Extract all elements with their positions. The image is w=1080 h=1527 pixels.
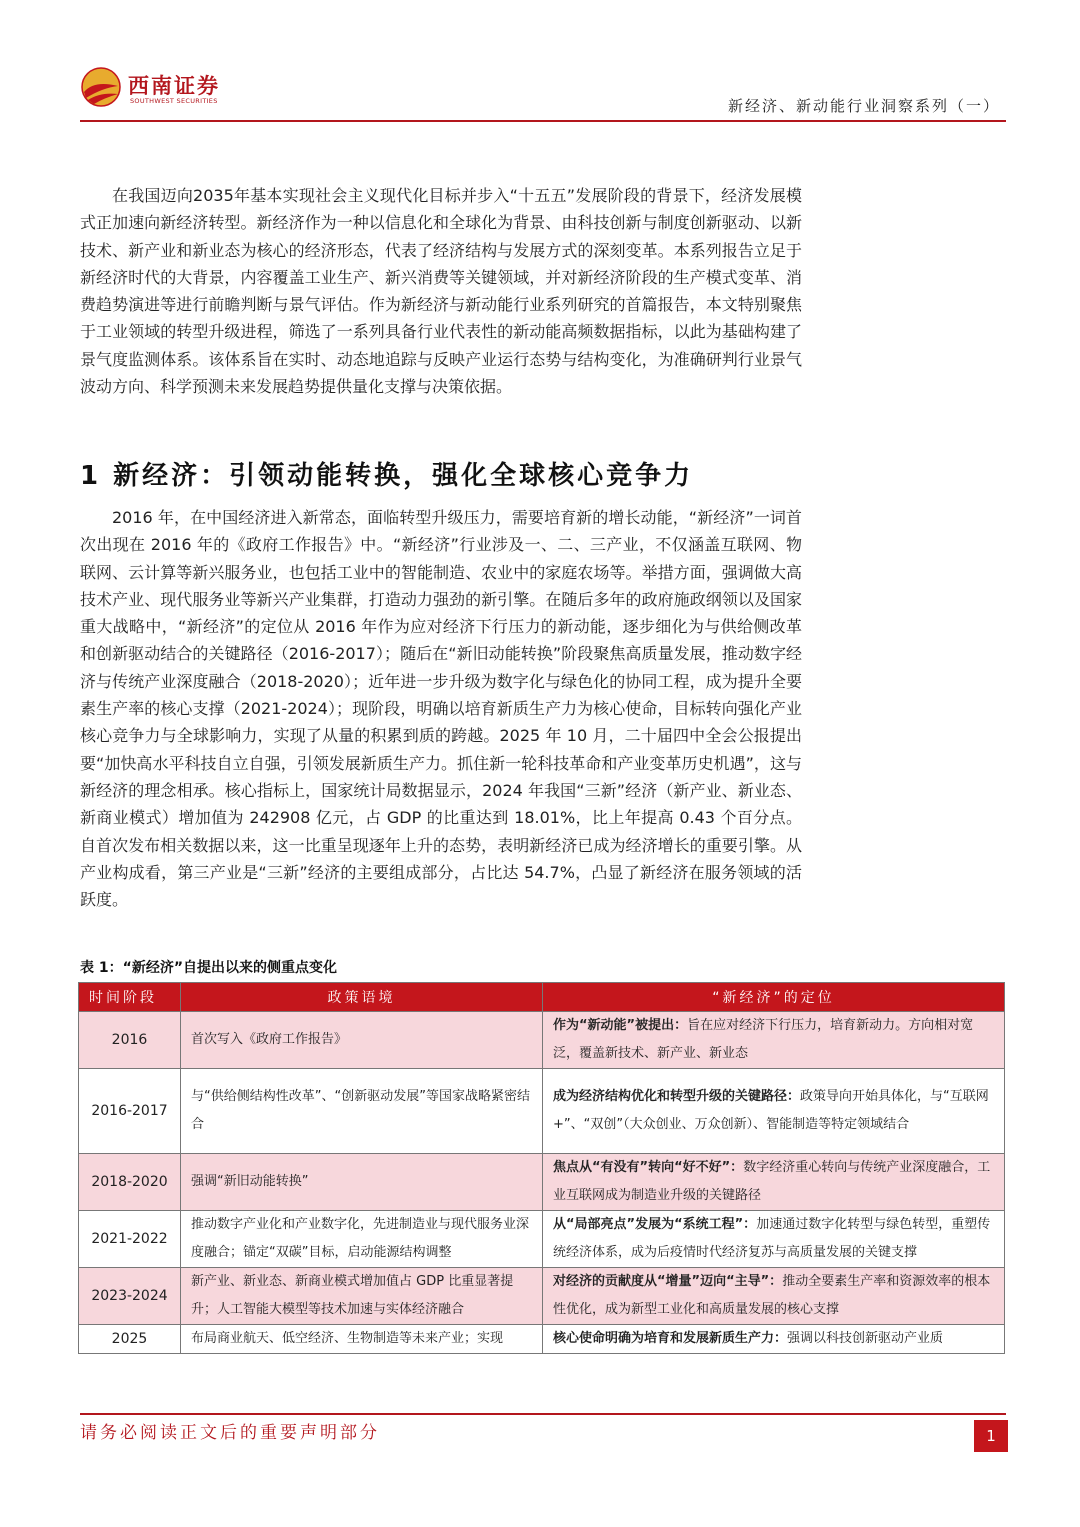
table-row: [79, 1268, 1005, 1325]
context-cell: 强调“新旧动能转换”: [181, 1154, 543, 1211]
positioning-detail: 加速通过数字化转型与绿色转型，重塑传统经济体系，成为后疫情时代经济复苏与高质量发展的关键支撑: [553, 1217, 991, 1260]
column-header-positioning: “新经济”的定位: [543, 983, 1005, 1012]
period-cell: 2021-2022: [79, 1211, 181, 1268]
logo-emblem-icon: [80, 66, 122, 108]
period-cell: 2018-2020: [79, 1154, 181, 1211]
positioning-cell: [543, 1268, 1005, 1325]
positioning-cell: [543, 1325, 1005, 1354]
context-cell: 新产业、新业态、新商业模式增加值占 GDP 比重显著提升；人工智能大模型等技术加速与实体经济融合: [181, 1268, 543, 1325]
table-row: [79, 1211, 1005, 1268]
footer-disclaimer: 请务必阅读正文后的重要声明部分: [80, 1423, 380, 1443]
period-cell: 2016-2017: [79, 1069, 181, 1154]
positioning-lead: 焦点从“有没有”转向“好不好”：: [553, 1160, 744, 1175]
column-header-period: 时间阶段: [79, 983, 181, 1012]
footer-divider: [80, 1413, 1006, 1415]
column-header-context: 政策语境: [181, 983, 543, 1012]
period-cell: 2023-2024: [79, 1268, 181, 1325]
positioning-lead: 对经济的贡献度从“增量”迈向“主导”：: [553, 1274, 783, 1289]
context-cell: 推动数字产业化和产业数字化，先进制造业与现代服务业深度融合；锚定“双碳”目标，启动能源结构调整: [181, 1211, 543, 1268]
positioning-lead: 作为“新动能”被提出：: [553, 1018, 688, 1033]
context-cell: 布局商业航天、低空经济、生物制造等未来产业；实现: [181, 1325, 543, 1354]
period-cell: 2025: [79, 1325, 181, 1354]
context-cell: 与“供给侧结构性改革”、“创新驱动发展”等国家战略紧密结合: [181, 1069, 543, 1154]
positioning-lead: 从“局部亮点”发展为“系统工程”：: [553, 1217, 757, 1232]
positioning-detail: 推动全要素生产率和资源效率的根本性优化，成为新型工业化和高质量发展的核心支撑: [553, 1274, 991, 1317]
table-row: [79, 1325, 1005, 1354]
context-cell: 首次写入《政府工作报告》: [181, 1012, 543, 1069]
table-header-row: [79, 983, 1005, 1012]
positioning-cell: [543, 1012, 1005, 1069]
logo-text-cn: 西南证券: [128, 73, 220, 98]
table-title: 表 1：“新经济”自提出以来的侧重点变化: [80, 960, 338, 976]
positioning-detail: 数字经济重心转向与传统产业深度融合，工业互联网成为制造业升级的关键路径: [553, 1160, 991, 1203]
policy-focus-table: [78, 982, 1005, 1354]
section-heading: 1 新经济：引领动能转换，强化全球核心竞争力: [80, 461, 694, 491]
table-row: [79, 1069, 1005, 1154]
positioning-cell: [543, 1154, 1005, 1211]
company-logo: [80, 66, 220, 110]
series-title: 新经济、新动能行业洞察系列（一）: [727, 97, 1000, 115]
header-divider: [80, 120, 1006, 122]
positioning-cell: [543, 1069, 1005, 1154]
positioning-cell: [543, 1211, 1005, 1268]
positioning-detail: 强调以科技创新驱动产业质: [787, 1331, 944, 1346]
positioning-lead: 成为经济结构优化和转型升级的关键路径：: [553, 1089, 801, 1104]
positioning-detail: 旨在应对经济下行压力，培育新动力。方向相对宽泛，覆盖新技术、新产业、新业态: [553, 1018, 974, 1061]
table-row: [79, 1154, 1005, 1211]
page-number: 1: [974, 1420, 1008, 1452]
intro-paragraph: 在我国迈向2035年基本实现社会主义现代化目标并步入“十五五”发展阶段的背景下，经济发展模式正加速向新经济转型。新经济作为一种以信息化和全球化为背景、由科技创新与制度创新驱动、以新技术、新产业和新业态为核心的经济形态，代表了经济结构与发展方式的深刻变革。本系列报告立足于新经济时代的大背景，内容覆盖工业生产、新兴消费等关键领域，并对新经济阶段的生产模式变革、消费趋势演进等进行前瞻判断与景气评估。作为新经济与新动能行业系列研究的首篇报告，本文特别聚焦于工业领域的转型升级进程，筛选了一系列具备行业代表性的新动能高频数据指标，以此为基础构建了景气度监测体系。该体系旨在实时、动态地追踪与反映产业运行态势与结构变化，为准确研判行业景气波动方向、科学预测未来发展趋势提供量化支撑与决策依据。: [80, 186, 802, 397]
positioning-detail: 政策导向开始具体化，与“互联网+”、“双创”（大众创业、万众创新）、智能制造等特定领域结合: [553, 1089, 989, 1132]
logo-text-en: SOUTHWEST SECURITIES: [130, 97, 218, 105]
positioning-lead: 核心使命明确为培育和发展新质生产力：: [553, 1331, 788, 1346]
table-row: [79, 1012, 1005, 1069]
section-paragraph: 2016 年，在中国经济进入新常态，面临转型升级压力，需要培育新的增长动能，“新经济”一词首次出现在 2016 年的《政府工作报告》中。“新经济”行业涉及一、二、三产业，不仅涵盖互联网、物联网、云计算等新兴服务业，也包括工业中的智能制造、农业中的家庭农场等。举措方面，强调做大高技术产业、现代服务业等新兴产业集群，打造动力强劲的新引擎。在随后多年的政府施政纲领以及国家重大战略中，“新经济”的定位从 2016 年作为应对经济下行压力的新动能，逐步细化为与供给侧改革和创新驱动结合的关键路径（2016-2017）；随后在“新旧动能转换”阶段聚焦高质量发展，推动数字经济与传统产业深度融合（2018-2020）；近年进一步升级为数字化与绿色化的协同工程，成为提升全要素生产率的核心支撑（2021-2024）；现阶段，明确以培育新质生产力为核心使命，目标转向强化产业核心竞争力与全球影响力，实现了从量的积累到质的跨越。2025 年 10 月，二十届四中全会公报提出要“加快高水平科技自立自强，引领发展新质生产力。抓住新一轮科技革命和产业变革历史机遇”，这与新经济的理念相承。核心指标上，国家统计局数据显示，2024 年我国“三新”经济（新产业、新业态、新商业模式）增加值为 242908 亿元，占 GDP 的比重达到 18.01%，比上年提高 0.43 个百分点。自首次发布相关数据以来，这一比重呈现逐年上升的态势，表明新经济已成为经济增长的重要引擎。从产业构成看，第三产业是“三新”经济的主要组成部分，占比达 54.7%，凸显了新经济在服务领域的活跃度。: [80, 508, 802, 910]
period-cell: 2016: [79, 1012, 181, 1069]
